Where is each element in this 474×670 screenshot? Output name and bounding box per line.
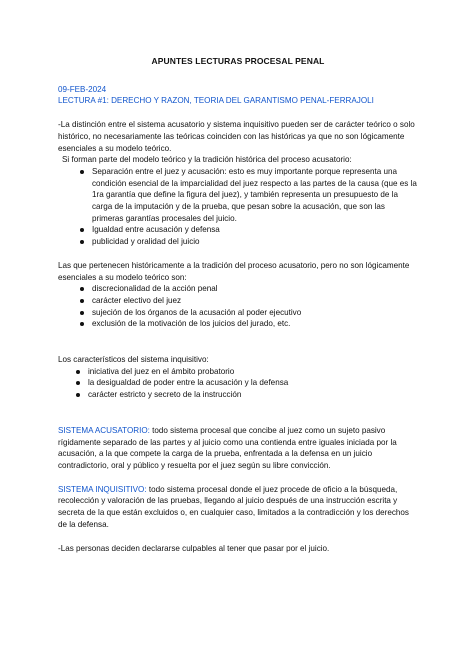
definition-text-accusatory: todo sistema procesal que concibe al juez como un sujeto pasivo rígidamente separado de las partes y al juicio como una contienda entre iguales iniciada por la acusación, a la que compete la carga de la prueba, enfrentada a la defensa en un juicio contradictorio, oral y público y resuelta por el juez según su libre convicción. xyxy=(58,425,397,470)
list-item: exclusión de la motivación de los juicios del jurado, etc. xyxy=(58,318,418,330)
list-item: sujeción de los órganos de la acusación al poder ejecutivo xyxy=(58,307,418,319)
bullet-icon xyxy=(80,322,84,326)
list-item: la desigualdad de poder entre la acusación y la defensa xyxy=(58,377,418,389)
bullet-icon xyxy=(76,393,80,397)
bullet-icon xyxy=(80,299,84,303)
definition-accusatory xyxy=(58,425,418,472)
bullet-icon xyxy=(76,370,80,374)
paragraph-distinction: -La distinción entre el sistema acusatorio y sistema inquisitivo pueden ser de carácter teórico o solo histórico, no necesariamente las teóricas coinciden con las históricas ya que no son lógicamente esenciales a su modelo teórico. xyxy=(58,120,415,153)
bullet-icon xyxy=(80,170,84,174)
paragraph-guilty-plea: -Las personas deciden declararse culpables al tener que pasar por el juicio. xyxy=(58,543,330,553)
list-item: Igualdad entre acusación y defensa xyxy=(58,224,418,236)
bullet-icon xyxy=(76,381,80,385)
list-item: discrecionalidad de la acción penal xyxy=(58,283,418,295)
lecture-heading: LECTURA #1: DERECHO Y RAZON, TEORIA DEL GARANTISMO PENAL-FERRAJOLI xyxy=(58,96,374,106)
definition-inquisitive xyxy=(58,484,418,531)
bullet-icon xyxy=(80,311,84,315)
list-item: carácter estricto y secreto de la instrucción xyxy=(58,389,418,401)
list-inquisitive-features xyxy=(58,366,418,401)
paragraph-historical-tradition: Las que pertenecen históricamente a la tradición del proceso acusatorio, pero no son lógicamente esenciales a su modelo teórico son: xyxy=(58,260,410,282)
definition-text-inquisitive: todo sistema procesal donde el juez procede de oficio a la búsqueda, recolección y valoración de las pruebas, llegando al juicio después de una instrucción escrita y secreta de la que están excluidos o, en cualquier caso, limitados a la contradicción y los derechos de la defensa. xyxy=(58,484,409,529)
list-item: publicidad y oralidad del juicio xyxy=(58,236,418,248)
document-page xyxy=(58,56,418,554)
lecture-date: 09-FEB-2024 xyxy=(58,84,107,94)
document-title: APUNTES LECTURAS PROCESAL PENAL xyxy=(151,56,325,66)
definition-term-inquisitive: SISTEMA INQUISITIVO: xyxy=(58,484,147,494)
bullet-icon xyxy=(80,287,84,291)
paragraph-theoretical-model: Si forman parte del modelo teórico y la tradición histórica del proceso acusatorio: xyxy=(62,155,352,165)
bullet-icon xyxy=(80,240,84,244)
bullet-icon xyxy=(80,228,84,232)
list-historical-features xyxy=(58,283,418,330)
list-item: iniciativa del juez en el ámbito probatorio xyxy=(58,366,418,378)
list-item: Separación entre el juez y acusación: esto es muy importante porque representa una condición esencial de la imparcialidad del juez respecto a las partes de la causa (que es la 1ra garantía que define la figura del juez), y también representa un presupuesto de la carga de la imputación y de la prueba, que pesan sobre la acusación, que son las primeras garantías procesales del juicio. xyxy=(58,166,418,225)
definition-term-accusatory: SISTEMA ACUSATORIO: xyxy=(58,425,150,435)
list-item: carácter electivo del juez xyxy=(58,295,418,307)
paragraph-inquisitive-characteristics: Los característicos del sistema inquisitivo: xyxy=(58,355,209,365)
list-accusatory-features xyxy=(58,166,418,248)
